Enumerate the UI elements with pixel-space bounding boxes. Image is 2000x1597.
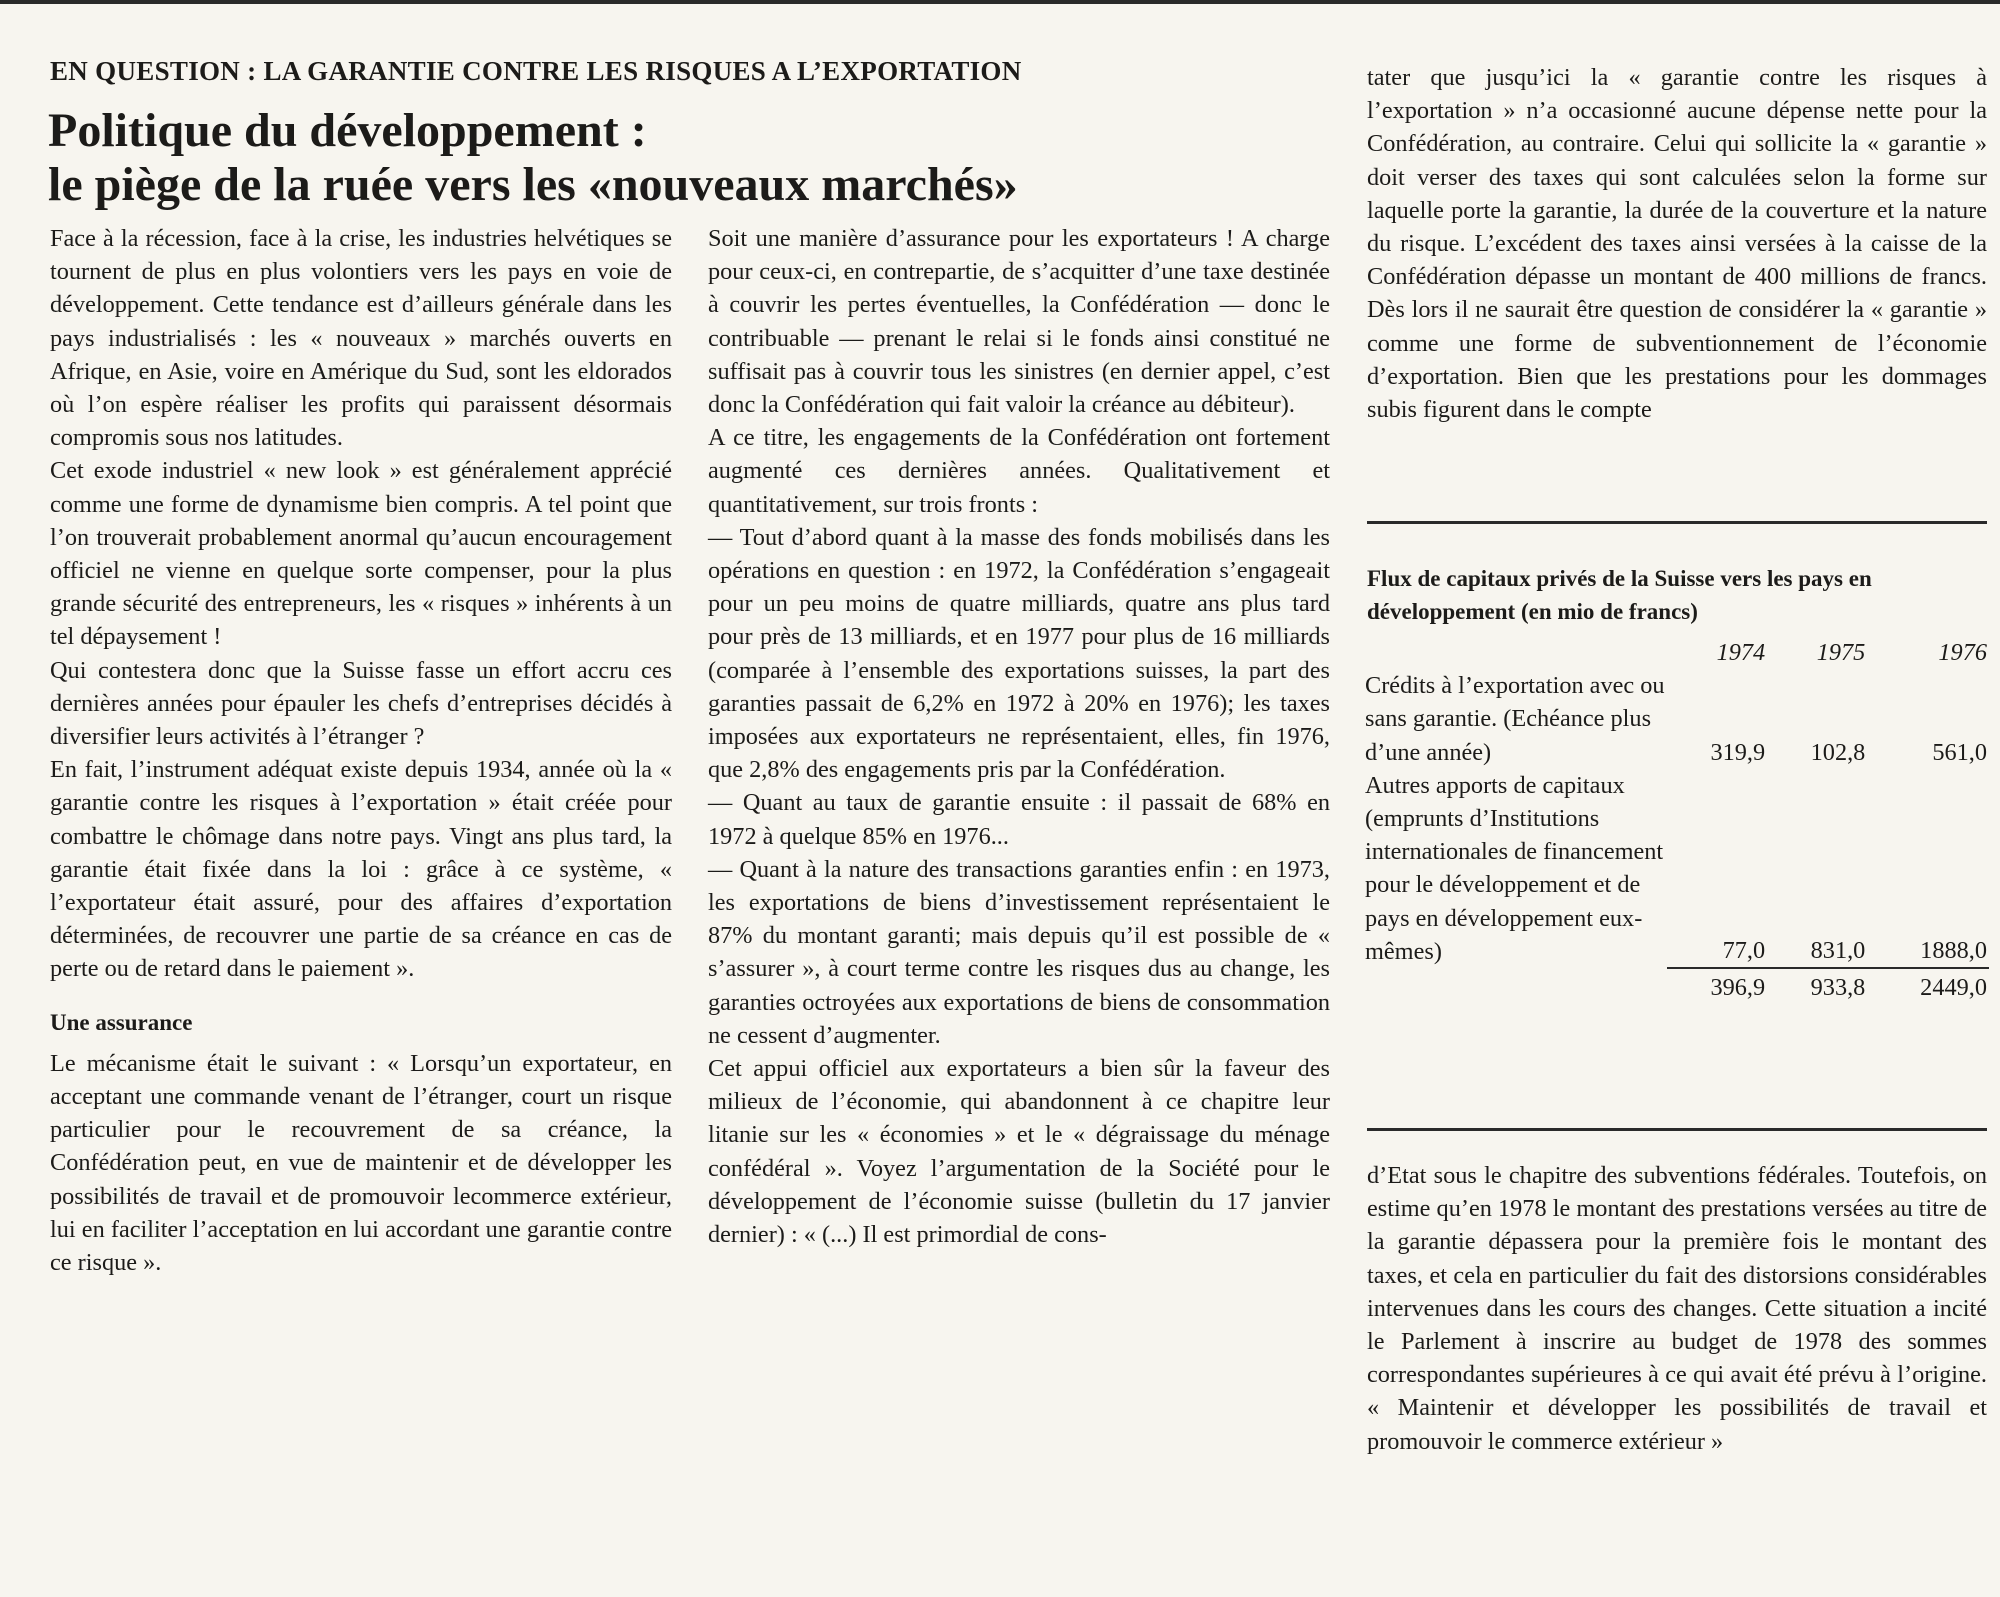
row-label: Crédits à l’exportation avec ou sans garantie. (Echéance plus d’une année) (1365, 672, 1665, 766)
headline-line-1: Politique du développement : (48, 104, 647, 157)
article-column-1 (50, 222, 672, 1279)
cell-value: 319,9 (1710, 738, 1766, 766)
cell-value: 77,0 (1722, 936, 1766, 964)
paragraph: Cet exode industriel « new look » est généralement apprécié comme une forme de dynamisme bien compris. A tel point que l’on trouverait probablement anormal qu’aucun encouragement officiel ne vienne en quelque sorte compenser, pour la plus grande sécurité des entrepreneurs, les « risques » inhérents à un tel dépaysement ! (50, 457, 672, 651)
article-column-2 (708, 222, 1330, 1251)
table-top-rule (1367, 521, 1987, 524)
table-title: Flux de capitaux privés de la Suisse vers les pays en développement (en mio de francs) (1367, 566, 1872, 624)
cell-value: 831,0 (1810, 936, 1866, 964)
paragraph: — Quant à la nature des transactions garanties enfin : en 1973, les exportations de biens d’investissement représentaient le 87% du montant garanti; mais depuis qu’il est possible de « s’assurer », à court terme contre les risques dus au change, les garanties octroyées aux exportations de biens de consommation ne cessent d’augmenter. (708, 855, 1330, 1049)
paragraph: En fait, l’instrument adéquat existe depuis 1934, année où la « garantie contre les risques à l’exportation » était créée pour combattre le chômage dans notre pays. Vingt ans plus tard, la garantie était fixée dans la loi : grâce à ce système, « l’exportateur était assuré, pour des affaires d’exportation déterminées, de recouvrer une partie de sa créance en cas de perte ou de retard dans le paiement ». (50, 756, 672, 983)
cell-value: 102,8 (1810, 738, 1866, 766)
row-label: Autres apports de capitaux (emprunts d’Institutions internationales de financement pour le développement et de pays en développement eux-mêmes) (1365, 771, 1664, 965)
table-row (1365, 669, 1989, 769)
year-header: 1976 (1938, 639, 1987, 666)
total-value: 396,9 (1667, 968, 1767, 1004)
paragraph: Cet appui officiel aux exportateurs a bien sûr la faveur des milieux de l’économie, qui abandonnent à ce chapitre leur litanie sur les « économies » et le « dégraissage du ménage confédéral ». Voyez l’argumentation de la Société pour le développement de l’économie suisse (bulletin du 17 janvier dernier) : « (...) Il est primordial de cons- (708, 1055, 1330, 1249)
subheading: Une assurance (50, 1009, 193, 1035)
paragraph: — Tout d’abord quant à la masse des fonds mobilisés dans les opérations en question : en 1972, la Confédération s’engageait pour un peu moins de quatre milliards, quatre ans plus tard pour près de 13 milliards, et en 1977 pour plus de 16 milliards (comparée à l’ensemble des exportations suisses, la part des garanties passait de 6,2% en 1972 à 20% en 1976); les taxes imposées aux exportateurs ne représentaient, elles, fin 1976, que 2,8% des engagements pris par la Confédération. (708, 523, 1330, 784)
paragraph: — Quant au taux de garantie ensuite : il passait de 68% en 1972 à quelque 85% en 1976... (708, 789, 1330, 850)
article-column-3-top (1367, 61, 1987, 426)
total-value: 2449,0 (1867, 968, 1989, 1004)
capital-flows-table (1365, 636, 1989, 1004)
year-header: 1974 (1716, 639, 1766, 666)
cell-value: 561,0 (1932, 738, 1987, 766)
table-row (1365, 769, 1989, 968)
cell-value: 1888,0 (1920, 936, 1987, 964)
table-header-row (1365, 636, 1989, 669)
total-value: 933,8 (1767, 968, 1867, 1004)
headline-line-2: le piège de la ruée vers les «nouveaux marchés» (48, 158, 1018, 211)
paragraph: A ce titre, les engagements de la Confédération ont fortement augmenté ces dernières années. Qualitativement et quantitativement, sur trois fronts : (708, 424, 1330, 518)
paragraph: Soit une manière d’assurance pour les exportateurs ! A charge pour ceux-ci, en contrepartie, de s’acquitter d’une taxe destinée à couvrir les pertes éventuelles, la Confédération — donc le contribuable — prenant le relai si le fonds ainsi constitué ne suffisait pas à couvrir tous les sinistres (en dernier appel, c’est donc la Confédération qui fait valoir la créance au débiteur). (708, 225, 1330, 419)
article-column-3-bottom (1367, 1159, 1987, 1458)
paragraph: d’Etat sous le chapitre des subventions fédérales. Toutefois, on estime qu’en 1978 le montant des prestations versées au titre de la garantie dépassera pour la première fois le montant des taxes, et cela en particulier du fait des distorsions considérables intervenues dans les cours des changes. Cette situation a incité le Parlement à inscrire au budget de 1978 des sommes correspondantes supérieures à ce qui avait été prévu à l’origine. « Maintenir et développer les possibilités de travail et promouvoir le commerce extérieur » (1367, 1162, 1987, 1455)
table-bottom-rule (1367, 1128, 1987, 1131)
table-total-row (1365, 968, 1989, 1004)
paragraph: tater que jusqu’ici la « garantie contre les risques à l’exportation » n’a occasionné aucune dépense nette pour la Confédération, au contraire. Celui qui sollicite la « garantie » doit verser des taxes qui sont calculées selon la forme sur laquelle porte la garantie, la durée de la couverture et la nature du risque. L’excédent des taxes ainsi versées à la caisse de la Confédération dépasse un montant de 400 millions de francs. Dès lors il ne saurait être question de considérer la « garantie » comme une forme de subventionnement de l’économie d’exportation. Bien que les prestations pour les dommages subis figurent dans le compte (1367, 64, 1987, 424)
paragraph: Qui contestera donc que la Suisse fasse un effort accru ces dernières années pour épauler les chefs d’entreprises décidés à diversifier leurs activités à l’étranger ? (50, 656, 672, 751)
top-border-rule (0, 0, 2000, 4)
section-kicker: EN QUESTION : LA GARANTIE CONTRE LES RISQUES A L’EXPORTATION (50, 56, 1022, 86)
year-header: 1975 (1816, 639, 1866, 666)
article-headline (48, 104, 1348, 212)
paragraph: Face à la récession, face à la crise, les industries helvétiques se tournent de plus en plus volontiers vers les pays en voie de développement. Cette tendance est d’ailleurs générale dans les pays industrialisés : les « nouveaux » marchés ouverts en Afrique, en Asie, voire en Amérique du Sud, sont les eldorados où l’on espère réaliser les profits qui paraissent désormais compromis sous nos latitudes. (50, 225, 672, 452)
paragraph: Le mécanisme était le suivant : « Lorsqu’un exportateur, en acceptant une commande venant de l’étranger, court un risque particulier pour le recouvrement de sa créance, la Confédération peut, en vue de maintenir et de développer les possibilités de travail et de promouvoir lecommerce extérieur, lui en faciliter l’acceptation en lui accordant une garantie contre ce risque ». (50, 1049, 672, 1277)
